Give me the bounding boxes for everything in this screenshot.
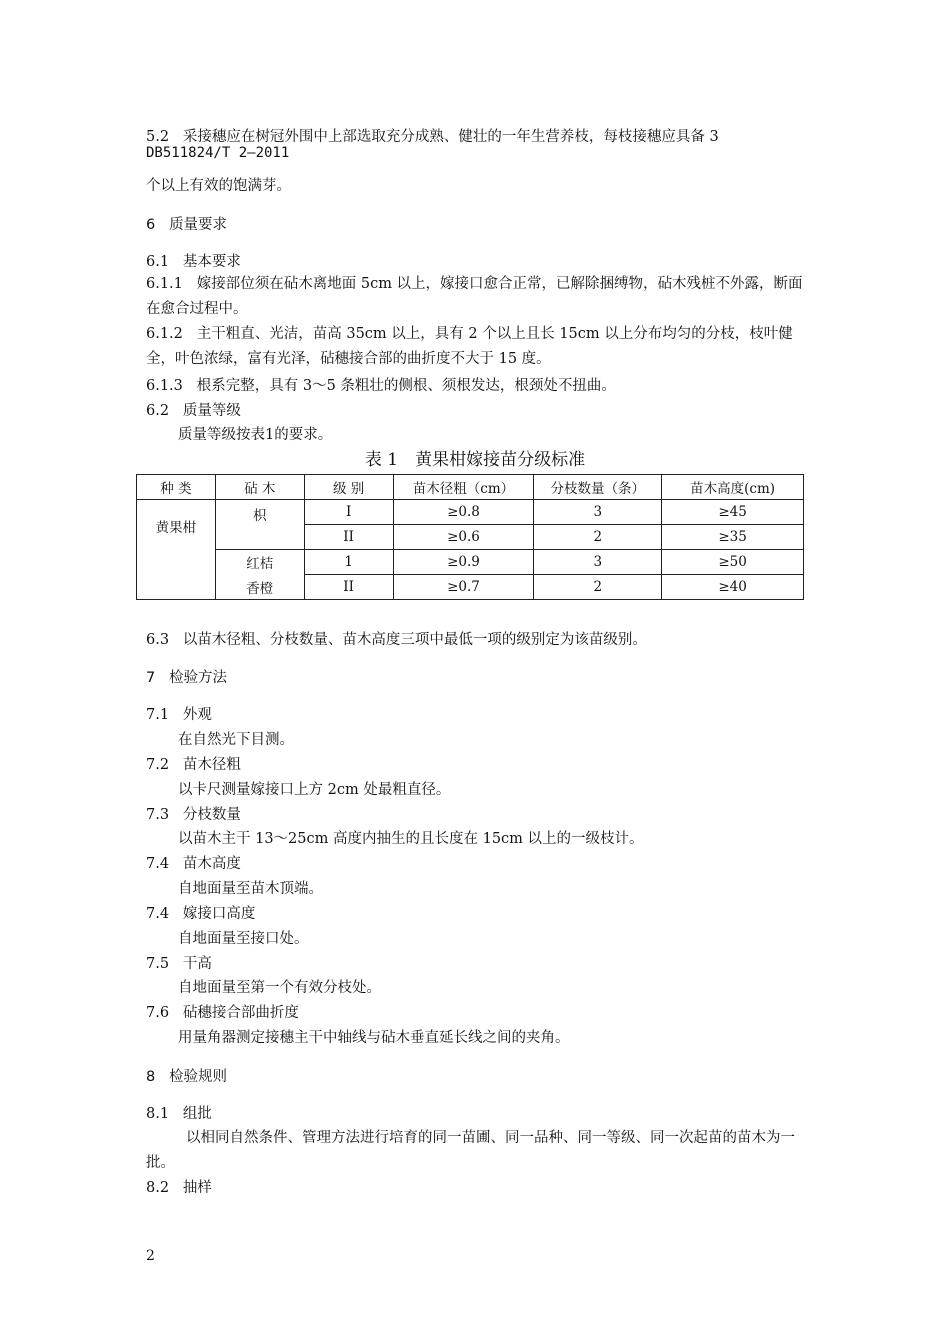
section-text: 质量等级按表1的要求。 bbox=[178, 427, 333, 443]
section-7-5 bbox=[146, 954, 806, 974]
section-number: 7.4 bbox=[146, 856, 170, 872]
section-title: 嫁接口高度 bbox=[182, 906, 256, 922]
section-number: 7.3 bbox=[146, 807, 170, 823]
diameter-cell: ≥0.8 bbox=[393, 500, 534, 525]
grading-table bbox=[136, 474, 804, 600]
branches-cell: 3 bbox=[534, 550, 662, 575]
section-7-5-body: 自地面量至第一个有效分枝处。 bbox=[178, 980, 381, 996]
section-text: 主干粗直、光洁，苗高 35cm 以上，具有 2 个以上且长 15cm 以上分布均匀的分枝，枝叶健全，叶色浓绿，富有光泽，砧穗接合部的曲折度不大于 15 度。 bbox=[146, 326, 793, 367]
header-cell: 级 别 bbox=[304, 475, 393, 500]
section-text: 采接穗应在树冠外围中上部选取充分成熟、健壮的一年生营养枝，每枝接穗应具备 3 bbox=[182, 129, 719, 145]
section-6-3 bbox=[146, 630, 806, 650]
section-number: 6.1 bbox=[146, 254, 170, 270]
section-number: 7.4 bbox=[146, 906, 170, 922]
section-title: 外观 bbox=[182, 707, 212, 723]
section-title: 质量等级 bbox=[182, 403, 241, 419]
section-6-1-3 bbox=[146, 376, 806, 396]
header-cell: 苗木高度(cm) bbox=[662, 475, 804, 500]
table-header-row bbox=[137, 475, 804, 500]
section-number: 8 bbox=[146, 1069, 156, 1085]
grade-cell: II bbox=[304, 575, 393, 600]
section-number: 7 bbox=[146, 670, 156, 686]
rootstock-cell: 香橙 bbox=[215, 575, 304, 600]
section-6-1-1 bbox=[146, 272, 806, 322]
header-cell: 分枝数量（条） bbox=[534, 475, 662, 500]
rootstock-cell: 红桔 bbox=[215, 550, 304, 575]
section-7-1-body: 在自然光下目测。 bbox=[178, 732, 294, 748]
section-text: 个以上有效的饱满芽。 bbox=[146, 178, 291, 194]
section-7-heading bbox=[146, 668, 806, 688]
section-text: 根系完整，具有 3～5 条粗壮的侧根、须根发达，根颈处不扭曲。 bbox=[196, 378, 616, 394]
section-number: 6.3 bbox=[146, 632, 170, 648]
section-7-3-body: 以苗木主干 13～25cm 高度内抽生的且长度在 15cm 以上的一级枝计。 bbox=[178, 831, 644, 847]
section-title: 检验方法 bbox=[169, 670, 228, 686]
section-title: 检验规则 bbox=[169, 1069, 228, 1085]
section-title: 基本要求 bbox=[182, 254, 241, 270]
section-7-6-body: 用量角器测定接穗主干中轴线与砧木垂直延长线之间的夹角。 bbox=[178, 1030, 570, 1046]
diameter-cell: ≥0.9 bbox=[393, 550, 534, 575]
section-8-1-body: 以相同自然条件、管理方法进行培育的同一苗圃、同一品种、同一等级、同一次起苗的苗木为一批。 bbox=[146, 1130, 795, 1171]
section-7-3 bbox=[146, 805, 806, 825]
section-6-1 bbox=[146, 252, 806, 272]
grade-cell: I bbox=[304, 500, 393, 525]
section-number: 8.2 bbox=[146, 1180, 170, 1196]
branches-cell: 2 bbox=[534, 575, 662, 600]
section-number: 6.1.3 bbox=[146, 378, 183, 394]
section-7-4b-body: 自地面量至接口处。 bbox=[178, 931, 309, 947]
section-number: 7.2 bbox=[146, 757, 170, 773]
diameter-cell: ≥0.7 bbox=[393, 575, 534, 600]
section-7-2 bbox=[146, 755, 806, 775]
species-cell: 黄果柑 bbox=[137, 500, 216, 600]
height-cell: ≥45 bbox=[662, 500, 804, 525]
page-number: 2 bbox=[146, 1248, 155, 1264]
section-title: 抽样 bbox=[182, 1180, 212, 1196]
section-number: 7.6 bbox=[146, 1005, 170, 1021]
section-title: 砧穗接合部曲折度 bbox=[182, 1005, 299, 1021]
section-6-2-body bbox=[178, 425, 838, 445]
diameter-cell: ≥0.6 bbox=[393, 525, 534, 550]
height-cell: ≥40 bbox=[662, 575, 804, 600]
table-caption: 表 1 黄果柑嫁接苗分级标准 bbox=[364, 450, 586, 470]
section-number: 7.1 bbox=[146, 707, 170, 723]
header-cell: 种 类 bbox=[137, 475, 216, 500]
section-7-4b bbox=[146, 904, 806, 924]
section-number: 5.2 bbox=[146, 129, 170, 145]
height-cell: ≥50 bbox=[662, 550, 804, 575]
section-7-2-body: 以卡尺测量嫁接口上方 2cm 处最粗直径。 bbox=[178, 782, 451, 798]
height-cell: ≥35 bbox=[662, 525, 804, 550]
document-id: DB511824/T 2—2011 bbox=[146, 145, 290, 161]
section-title: 质量要求 bbox=[169, 217, 228, 233]
section-7-6 bbox=[146, 1003, 806, 1023]
section-6-1-2 bbox=[146, 322, 806, 372]
branches-cell: 2 bbox=[534, 525, 662, 550]
section-5-2 bbox=[146, 127, 806, 147]
section-text: 以苗木径粗、分枝数量、苗木高度三项中最低一项的级别定为该苗级别。 bbox=[182, 632, 647, 648]
section-title: 分枝数量 bbox=[182, 807, 241, 823]
grade-cell: II bbox=[304, 525, 393, 550]
branches-cell: 3 bbox=[534, 500, 662, 525]
section-8-heading bbox=[146, 1067, 806, 1087]
section-number: 8.1 bbox=[146, 1106, 170, 1122]
section-5-2-cont bbox=[146, 176, 806, 196]
section-7-4-body: 自地面量至苗木顶端。 bbox=[178, 881, 323, 897]
section-number: 7.5 bbox=[146, 956, 170, 972]
header-cell: 砧 木 bbox=[215, 475, 304, 500]
section-number: 6.1.2 bbox=[146, 326, 183, 342]
header-cell: 苗木径粗（cm） bbox=[393, 475, 534, 500]
section-6-heading bbox=[146, 215, 806, 235]
section-number: 6 bbox=[146, 217, 156, 233]
section-7-1 bbox=[146, 705, 806, 725]
section-8-1 bbox=[146, 1104, 806, 1124]
section-title: 苗木径粗 bbox=[182, 757, 241, 773]
section-title: 组批 bbox=[182, 1106, 212, 1122]
table-row bbox=[137, 500, 804, 525]
section-number: 6.1.1 bbox=[146, 276, 183, 292]
table-row bbox=[137, 550, 804, 575]
section-number: 6.2 bbox=[146, 403, 170, 419]
grade-cell: 1 bbox=[304, 550, 393, 575]
section-7-4 bbox=[146, 854, 806, 874]
section-text: 嫁接部位须在砧木离地面 5cm 以上，嫁接口愈合正常，已解除捆缚物，砧木残桩不外露，断面在愈合过程中。 bbox=[146, 276, 803, 317]
section-6-2 bbox=[146, 401, 806, 421]
rootstock-cell: 枳 bbox=[215, 500, 304, 550]
section-title: 苗木高度 bbox=[182, 856, 241, 872]
section-8-2 bbox=[146, 1178, 806, 1198]
section-title: 干高 bbox=[182, 956, 212, 972]
table-row bbox=[137, 575, 804, 600]
